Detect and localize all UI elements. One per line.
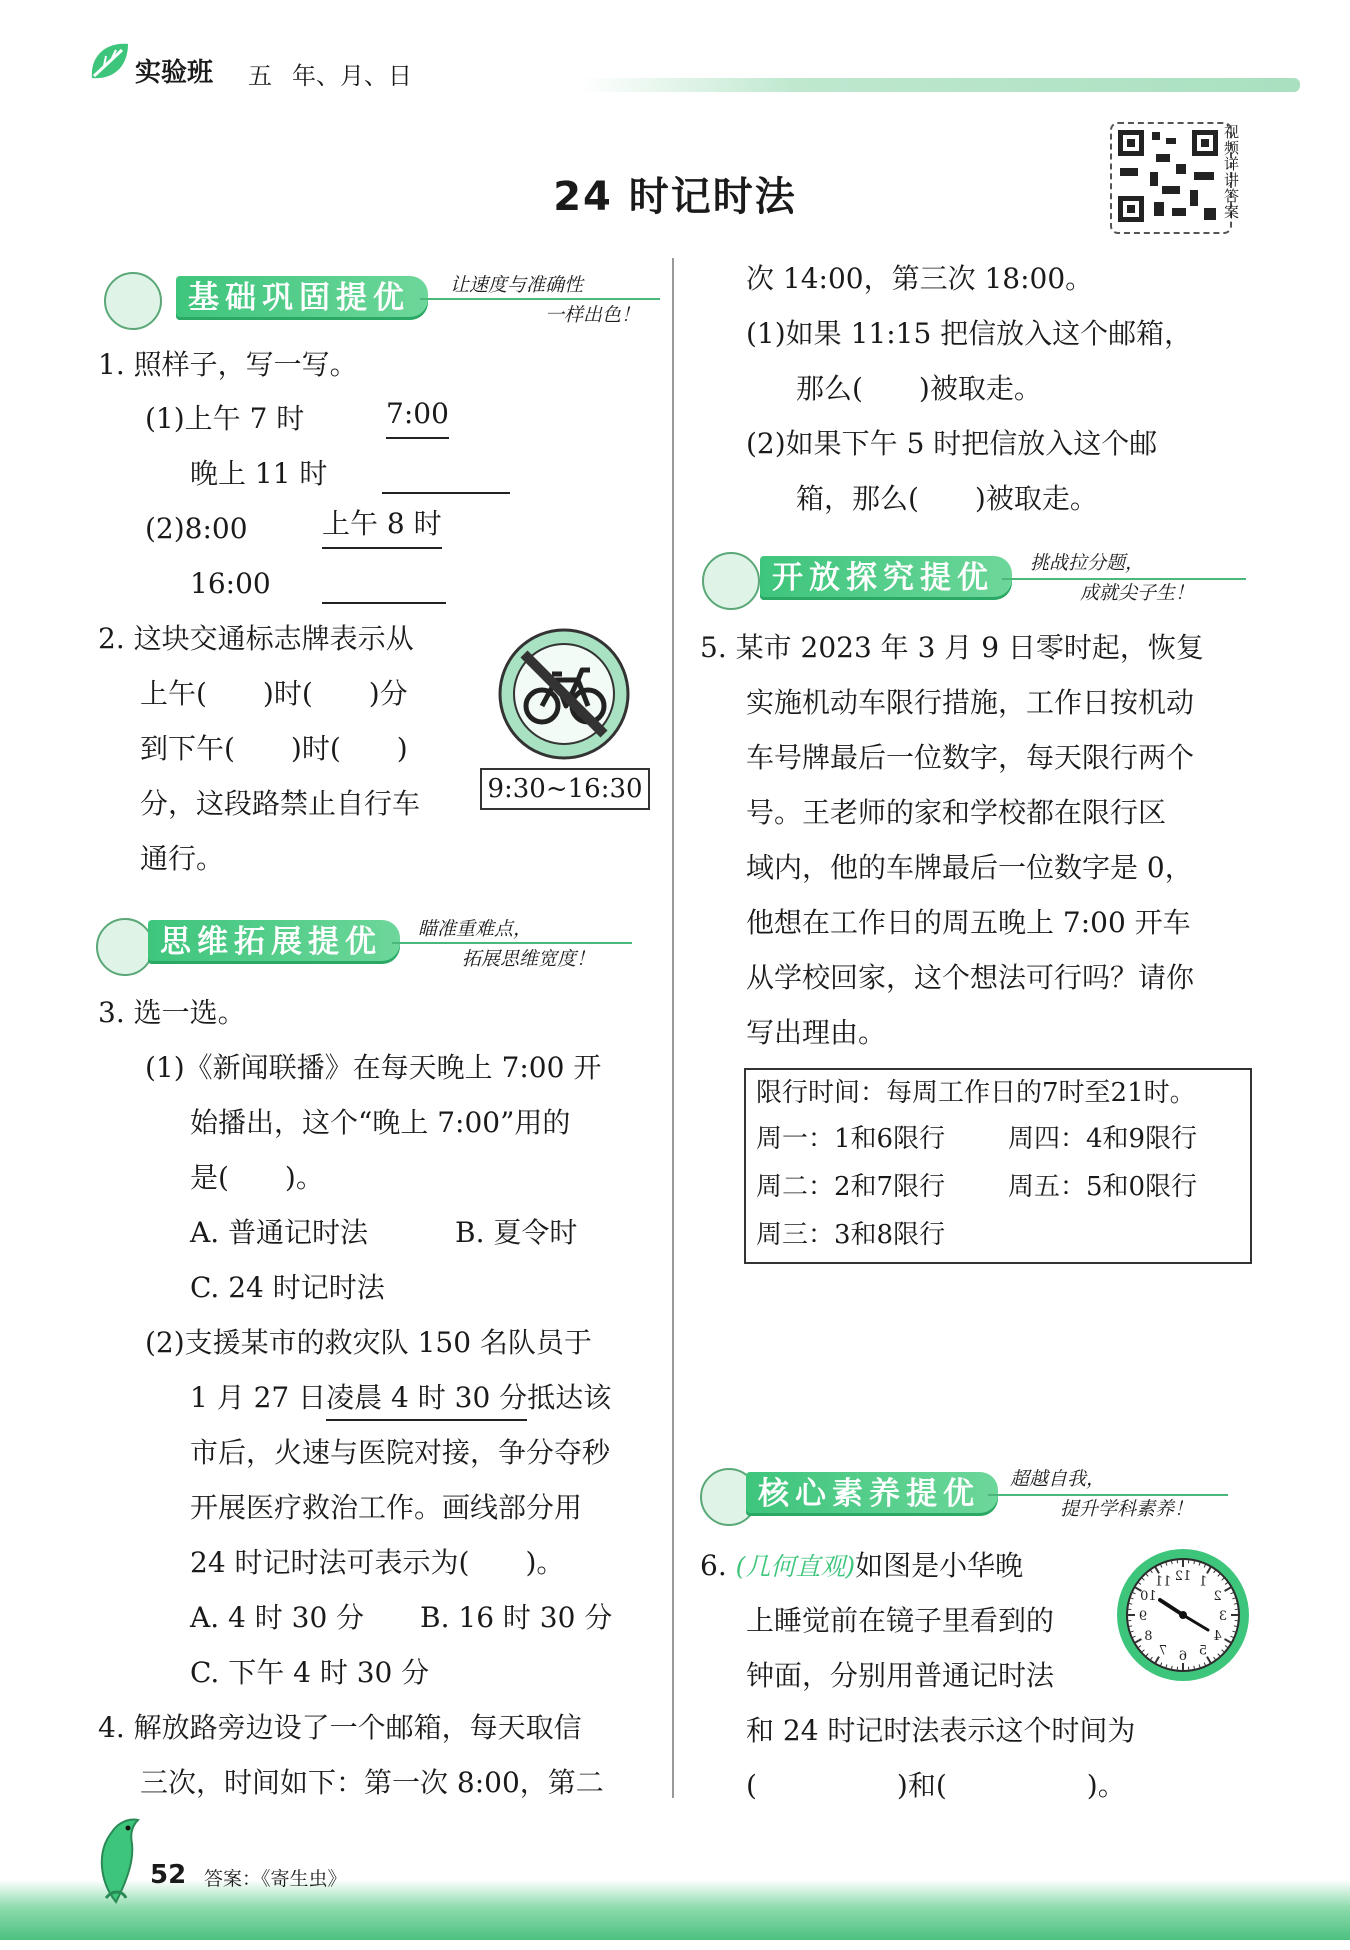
page-number: 52 xyxy=(150,1860,187,1890)
restriction-table xyxy=(744,1068,1252,1264)
q5-line3: 车号牌最后一位数字，每天限行两个 xyxy=(746,741,1195,774)
mascot-explorer-icon xyxy=(702,552,760,610)
restriction-thu: 周四：4和9限行 xyxy=(1008,1124,1198,1154)
clock-number: 10 xyxy=(1140,1589,1157,1604)
q1-p2-item: 16:00 xyxy=(190,567,271,600)
q4-line2: 三次，时间如下：第一次 8:00，第二 xyxy=(140,1766,604,1799)
q4-p2-line2: 箱，那么( )被取走。 xyxy=(796,482,1098,515)
q3-p1-option-c[interactable]: C. 24 时记时法 xyxy=(190,1271,385,1304)
q1-answer-blank-2[interactable] xyxy=(322,602,446,604)
q3-p1-line3: 是( )。 xyxy=(190,1161,324,1194)
q5-line6: 他想在工作日的周五晚上 7:00 开车 xyxy=(746,906,1191,939)
clock-number: 9 xyxy=(1138,1609,1148,1624)
q1-p2-example: 上午 8 时 xyxy=(322,501,442,549)
q3-p2-line5: 24 时记时法可表示为( )。 xyxy=(190,1546,565,1579)
q3-p2-line2-a: 1 月 27 日 xyxy=(190,1381,327,1414)
slogan-open-1: 挑战拉分题， xyxy=(1030,552,1145,574)
mirrored-clock-icon xyxy=(1114,1546,1252,1684)
q1-stem: 1. 照样子，写一写。 xyxy=(98,348,358,381)
q6-line1 xyxy=(700,1538,1023,1594)
slogan-basic-2: 一样出色！ xyxy=(545,304,641,326)
q3-p2-line2 xyxy=(190,1370,611,1425)
slogan-line xyxy=(420,298,660,300)
clock-number: 4 xyxy=(1213,1629,1222,1644)
no-bicycle-sign-icon xyxy=(494,624,634,764)
clock-number: 2 xyxy=(1213,1589,1222,1604)
q3-stem: 3. 选一选。 xyxy=(98,996,246,1029)
q5-line2: 实施机动车限行措施，工作日按机动 xyxy=(746,686,1195,719)
q2-line4: 分，这段路禁止自行车 xyxy=(140,787,421,820)
q5-line4: 号。王老师的家和学校都在限行区 xyxy=(746,796,1167,829)
leaf-logo-icon xyxy=(86,38,132,84)
mascot-skate-icon xyxy=(104,272,162,330)
q3-p1-line1: (1)《新闻联播》在每天晚上 7:00 开 xyxy=(145,1051,602,1084)
q4-p2-line1: (2)如果下午 5 时把信放入这个邮 xyxy=(746,427,1158,460)
header-stripe xyxy=(580,78,1300,92)
q6-number: 6. xyxy=(700,1549,727,1582)
slogan-thinking-1: 瞄准重难点， xyxy=(418,918,533,940)
restriction-title: 限行时间：每周工作日的7时至21时。 xyxy=(756,1078,1196,1108)
q3-p1-line2: 始播出，这个“晚上 7:00”用的 xyxy=(190,1106,571,1139)
mascot-thinker-icon xyxy=(96,918,154,976)
page-title: 24 时记时法 xyxy=(553,174,797,220)
dolphin-icon xyxy=(86,1812,148,1904)
slogan-open-2: 成就尖子生！ xyxy=(1080,582,1195,604)
q3-p2-line2-b: 抵达该 xyxy=(527,1381,612,1414)
q2-line2: 上午( )时( )分 xyxy=(140,677,408,710)
q4-line3: 次 14:00，第三次 18:00。 xyxy=(746,262,1094,295)
banner-core: 核心素养提优 xyxy=(746,1472,998,1516)
q4-line1: 4. 解放路旁边设了一个邮箱，每天取信 xyxy=(98,1711,582,1744)
q3-p2-option-a[interactable]: A. 4 时 30 分 xyxy=(190,1601,365,1634)
q3-p2-line3: 市后，火速与医院对接，争分夺秒 xyxy=(190,1436,611,1469)
q2-line5: 通行。 xyxy=(140,842,225,875)
q3-p1-option-b[interactable]: B. 夏令时 xyxy=(455,1216,578,1249)
brand-name: 实验班 xyxy=(135,58,214,88)
clock-number: 5 xyxy=(1198,1643,1208,1659)
clock-number: 6 xyxy=(1178,1649,1188,1664)
q1-answer-blank-1[interactable] xyxy=(382,492,510,494)
clock-number: 8 xyxy=(1144,1629,1153,1644)
footer-band xyxy=(0,1880,1350,1940)
q3-p2-option-c[interactable]: C. 下午 4 时 30 分 xyxy=(190,1656,430,1689)
q1-p1-item: 晚上 11 时 xyxy=(190,457,328,490)
q4-p1-line2: 那么( )被取走。 xyxy=(796,372,1042,405)
date-label: 年、月、日 xyxy=(292,62,412,90)
qr-code[interactable] xyxy=(1110,122,1232,234)
slogan-core-1: 超越自我， xyxy=(1010,1468,1106,1490)
q4-p1-line1: (1)如果 11:15 把信放入这个邮箱， xyxy=(746,317,1193,350)
q5-line7: 从学校回家，这个想法可行吗？请你 xyxy=(746,961,1195,994)
q3-p1-option-a[interactable]: A. 普通记时法 xyxy=(190,1216,369,1249)
slogan-line xyxy=(1002,578,1246,580)
q6-line5: ( )和( )。 xyxy=(746,1769,1126,1802)
qr-code-icon xyxy=(1112,124,1226,228)
answer-reference: 答案：《寄生虫》 xyxy=(204,1868,347,1890)
slogan-thinking-2: 拓展思维宽度！ xyxy=(462,948,596,970)
slogan-line xyxy=(988,1494,1228,1496)
restriction-mon: 周一：1和6限行 xyxy=(756,1124,946,1154)
banner-thinking: 思维拓展提优 xyxy=(148,920,400,964)
q6-line3: 钟面，分别用普通记时法 xyxy=(746,1659,1055,1692)
qr-caption: 视频详讲答案 xyxy=(1224,123,1240,221)
q1-p1-label: (1)上午 7 时 xyxy=(145,402,305,435)
q3-p2-line1: (2)支援某市的救灾队 150 名队员于 xyxy=(145,1326,592,1359)
slogan-basic-1: 让速度与准确性 xyxy=(450,274,584,296)
q6-line4: 和 24 时记时法表示这个时间为 xyxy=(746,1714,1136,1747)
clock-number: 1 xyxy=(1198,1574,1208,1590)
clock-number: 11 xyxy=(1154,1574,1172,1590)
clock-number: 12 xyxy=(1174,1569,1192,1584)
restriction-tue: 周二：2和7限行 xyxy=(756,1172,946,1202)
q5-line5: 域内，他的车牌最后一位数字是 0， xyxy=(746,851,1193,884)
q6-tag: (几何直观) xyxy=(735,1552,856,1581)
restriction-wed: 周三：3和8限行 xyxy=(756,1220,946,1250)
q5-line1: 5. 某市 2023 年 3 月 9 日零时起，恢复 xyxy=(700,631,1204,664)
clock-number: 3 xyxy=(1218,1609,1228,1624)
slogan-line xyxy=(392,942,632,944)
grade-label: 五 xyxy=(248,62,272,90)
q3-p2-line4: 开展医疗救治工作。画线部分用 xyxy=(190,1491,583,1524)
banner-open: 开放探究提优 xyxy=(760,556,1012,600)
sign-time-plate: 9:30~16:30 xyxy=(480,768,650,810)
clock-number: 7 xyxy=(1158,1643,1168,1659)
slogan-core-2: 提升学科素养！ xyxy=(1060,1498,1194,1520)
q3-p2-underlined: 凌晨 4 时 30 分 xyxy=(326,1377,527,1421)
column-divider xyxy=(672,258,674,1798)
q1-p2-label: (2)8:00 xyxy=(145,512,248,545)
q2-line3: 到下午( )时( ) xyxy=(140,732,408,765)
q6-line2: 上睡觉前在镜子里看到的 xyxy=(746,1604,1055,1637)
banner-basic: 基础巩固提优 xyxy=(176,276,428,320)
q3-p2-option-b[interactable]: B. 16 时 30 分 xyxy=(420,1601,613,1634)
q1-p1-example: 7:00 xyxy=(386,391,449,439)
q5-line8: 写出理由。 xyxy=(746,1016,887,1049)
restriction-fri: 周五：5和0限行 xyxy=(1008,1172,1198,1202)
q6-line1-text: 如图是小华晚 xyxy=(855,1549,1024,1582)
q2-line1: 2. 这块交通标志牌表示从 xyxy=(98,622,414,655)
